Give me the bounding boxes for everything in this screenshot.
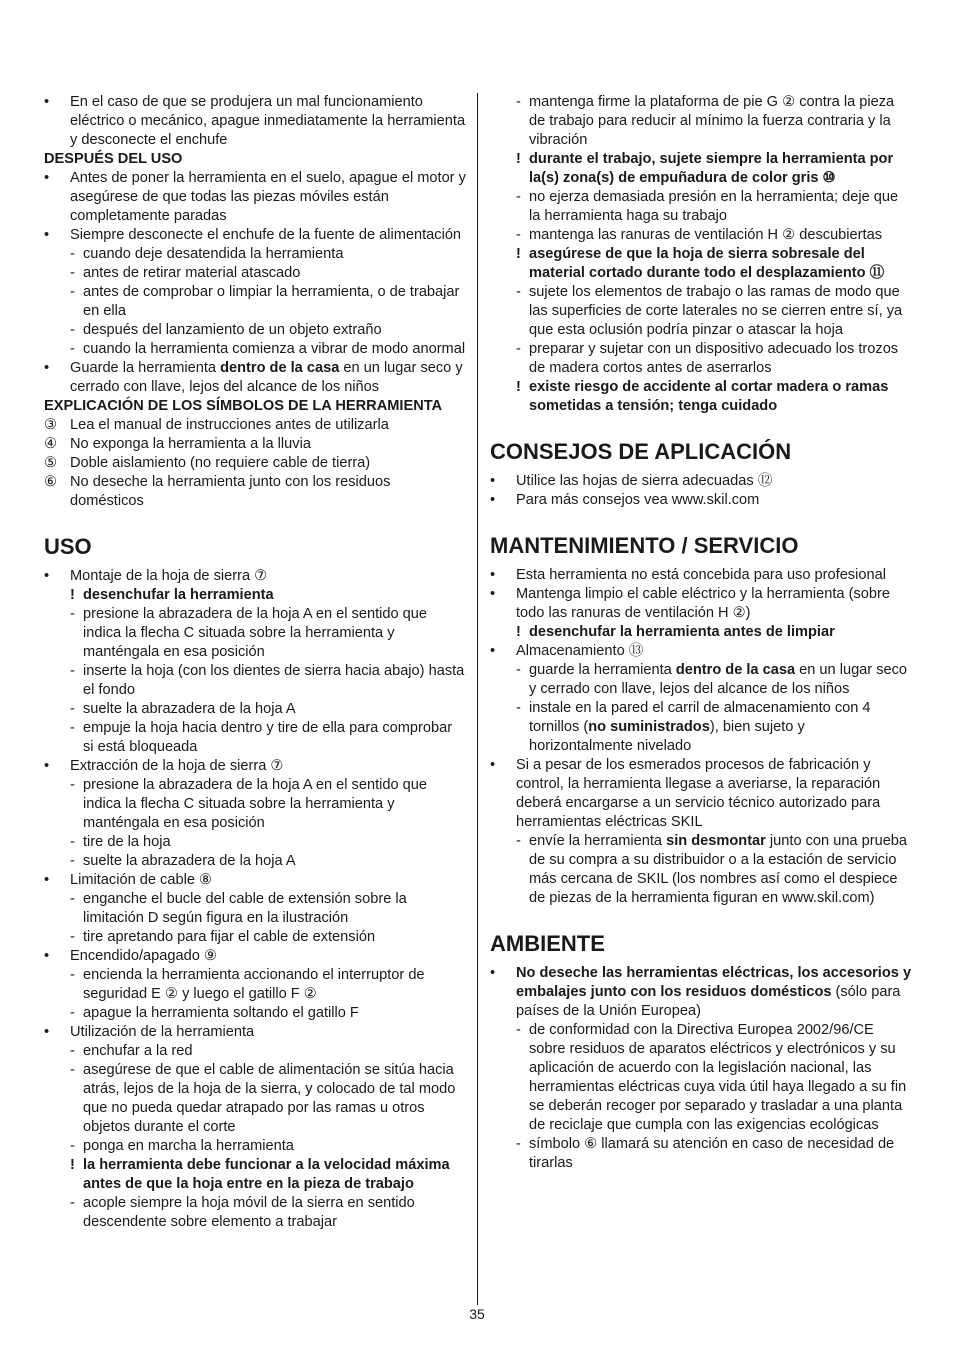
text-run: en un lugar seco y cerrado con llave, lejos del alcance de los niños bbox=[529, 662, 908, 697]
item-text: Utilización de la herramienta bbox=[70, 1024, 255, 1040]
bold-text: no suministrados bbox=[588, 719, 710, 735]
list-marker: - bbox=[70, 929, 75, 945]
list-marker: • bbox=[490, 643, 496, 659]
item-text: Siempre desconecte el enchufe de la fuente de alimentación bbox=[70, 227, 462, 243]
list-marker: • bbox=[44, 758, 50, 774]
symbol-item bbox=[44, 473, 466, 511]
list-marker: - bbox=[70, 1138, 75, 1154]
symbol-number: ③ bbox=[44, 417, 58, 433]
symbol-item bbox=[44, 416, 466, 435]
list-marker: - bbox=[70, 720, 75, 736]
dash-item bbox=[44, 1004, 466, 1023]
list-marker: ! bbox=[70, 1157, 75, 1173]
item-text: Encendido/apagado ⑨ bbox=[70, 948, 217, 964]
item-text: sujete los elementos de trabajo o las ramas de modo que las superficies de corte laterales no se cierren entre sí, ya que esta oclusión podría pinzar o atascar la hoja bbox=[529, 284, 903, 338]
list-marker: ! bbox=[70, 587, 75, 603]
dash-item bbox=[44, 928, 466, 947]
dash-item bbox=[44, 321, 466, 340]
list-marker: - bbox=[70, 1062, 75, 1078]
list-marker: - bbox=[70, 284, 75, 300]
item-text: Limitación de cable ⑧ bbox=[70, 872, 213, 888]
item-text: antes de comprobar o limpiar la herramienta, o de trabajar en ella bbox=[83, 284, 460, 319]
dash-item bbox=[490, 283, 912, 340]
dash-item bbox=[44, 605, 466, 662]
list-marker: - bbox=[516, 94, 521, 110]
dash-item bbox=[44, 966, 466, 1004]
dash-item bbox=[44, 833, 466, 852]
list-marker: - bbox=[70, 834, 75, 850]
item-text: asegúrese de que la hoja de sierra sobresale del material cortado durante todo el desplazamiento ⑪ bbox=[529, 246, 885, 281]
bullet-item bbox=[44, 757, 466, 776]
text-run: instale en la pared el carril de almacenamiento con 4 tornillos ( bbox=[529, 700, 871, 735]
warning-item bbox=[490, 245, 912, 283]
symbol-item bbox=[44, 454, 466, 473]
item-text bbox=[529, 832, 912, 908]
list-marker: - bbox=[516, 227, 521, 243]
symbol-number: ④ bbox=[44, 436, 58, 452]
dash-item bbox=[490, 340, 912, 378]
list-marker: - bbox=[70, 701, 75, 717]
item-text: existe riesgo de accidente al cortar madera o ramas sometidas a tensión; tenga cuidado bbox=[529, 379, 889, 414]
bullet-item bbox=[490, 585, 912, 623]
item-text: asegúrese de que el cable de alimentación se sitúa hacia atrás, lejos de la hoja de la sierra, y colocado de tal modo que no pueda quedar atrapado por las ramas u otros objetos durante el corte bbox=[83, 1062, 456, 1135]
item-text: Mantenga limpio el cable eléctrico y la herramienta (sobre todo las ranuras de ventilación H ②) bbox=[516, 586, 890, 621]
dash-item bbox=[44, 662, 466, 700]
item-text: Esta herramienta no está concebida para uso profesional bbox=[516, 567, 886, 583]
item-text bbox=[70, 359, 466, 397]
item-text: acople siempre la hoja móvil de la sierra en sentido descendente sobre elemento a trabajar bbox=[83, 1195, 415, 1230]
dash-item bbox=[44, 1061, 466, 1137]
item-text: enchufar a la red bbox=[83, 1043, 193, 1059]
symbol-item bbox=[44, 435, 466, 454]
item-text: tire apretando para fijar el cable de extensión bbox=[83, 929, 376, 945]
item-text: preparar y sujetar con un dispositivo adecuado los trozos de madera cortos antes de aserrarlos bbox=[529, 341, 899, 376]
text-run: ), bien sujeto y horizontalmente nivelado bbox=[529, 719, 805, 754]
symbol-number: ⑥ bbox=[44, 474, 58, 490]
list-marker: - bbox=[70, 1195, 75, 1211]
dash-item bbox=[44, 1137, 466, 1156]
subheading: EXPLICACIÓN DE LOS SÍMBOLOS DE LA HERRAMIENTA bbox=[44, 398, 443, 414]
warning-item bbox=[490, 378, 912, 416]
text-run: (sólo para países de la Unión Europea) bbox=[516, 984, 901, 1019]
dash-item bbox=[44, 719, 466, 757]
bold-text: dentro de la casa bbox=[675, 662, 796, 678]
list-marker: ! bbox=[516, 379, 521, 395]
text-run: Guarde la herramienta bbox=[70, 360, 221, 376]
dash-item bbox=[490, 226, 912, 245]
warning-item bbox=[490, 150, 912, 188]
list-marker: - bbox=[70, 967, 75, 983]
list-marker: - bbox=[516, 662, 521, 678]
item-text: suelte la abrazadera de la hoja A bbox=[83, 701, 296, 717]
list-marker: - bbox=[70, 1005, 75, 1021]
right-column bbox=[490, 93, 912, 1173]
section-heading: CONSEJOS DE APLICACIÓN bbox=[490, 439, 792, 464]
item-text: de conformidad con la Directiva Europea 2002/96/CE sobre residuos de aparatos eléctricos y electrónicos y su aplicación de acuerdo con la legislación nacional, las herramientas eléctricas cuya vida útil haya llegado a su fin se deberán recoger por separado y trasladar a una planta de reciclaje que cumpla con las exigencias ecológicas bbox=[529, 1022, 907, 1133]
list-marker: • bbox=[44, 948, 50, 964]
dash-item bbox=[490, 661, 912, 699]
section-heading: AMBIENTE bbox=[490, 931, 605, 956]
bullet-item bbox=[490, 642, 912, 661]
list-marker: • bbox=[44, 872, 50, 888]
list-marker: - bbox=[70, 265, 75, 281]
item-text bbox=[529, 699, 912, 756]
item-text: después del lanzamiento de un objeto extraño bbox=[83, 322, 382, 338]
item-text: la herramienta debe funcionar a la velocidad máxima antes de que la hoja entre en la pieza de trabajo bbox=[83, 1157, 450, 1192]
list-marker: - bbox=[516, 700, 521, 716]
list-marker: • bbox=[490, 965, 496, 981]
list-marker: - bbox=[516, 1022, 521, 1038]
section-heading: USO bbox=[44, 534, 92, 559]
bullet-item bbox=[44, 93, 466, 150]
bold-text: dentro de la casa bbox=[220, 360, 340, 376]
dash-item bbox=[490, 93, 912, 150]
item-text: no ejerza demasiada presión en la herramienta; deje que la herramienta haga su trabajo bbox=[529, 189, 899, 224]
list-marker: • bbox=[44, 1024, 50, 1040]
bullet-item bbox=[490, 756, 912, 832]
item-text: durante el trabajo, sujete siempre la herramienta por la(s) zona(s) de empuñadura de color gris ⑩ bbox=[529, 151, 894, 186]
text-run: envíe la herramienta bbox=[529, 833, 667, 849]
item-text: Para más consejos vea www.skil.com bbox=[516, 492, 760, 508]
list-marker: • bbox=[44, 360, 50, 376]
item-text: No deseche la herramienta junto con los residuos domésticos bbox=[70, 474, 391, 509]
list-marker: - bbox=[516, 1136, 521, 1152]
bullet-item bbox=[490, 566, 912, 585]
list-marker: • bbox=[490, 492, 496, 508]
text-run: en un lugar seco y cerrado con llave, lejos del alcance de los niños bbox=[70, 360, 463, 395]
text-run: junto con una prueba de su compra a su distribuidor o a la estación de servicio más cercana de SKIL (los nombres así como el despiece de piezas de la herramienta figuran en www.skil.com) bbox=[529, 833, 908, 906]
symbol-number: ⑤ bbox=[44, 455, 58, 471]
dash-item bbox=[44, 890, 466, 928]
list-marker: - bbox=[516, 341, 521, 357]
bullet-item bbox=[44, 567, 466, 586]
list-marker: • bbox=[490, 473, 496, 489]
item-text: Si a pesar de los esmerados procesos de fabricación y control, la herramienta llegase a averiarse, la reparación deberá encargarse a un servicio técnico autorizado para herramientas eléctricas SKIL bbox=[516, 757, 881, 830]
bullet-item bbox=[44, 871, 466, 890]
list-marker: - bbox=[70, 1043, 75, 1059]
item-text: Lea el manual de instrucciones antes de utilizarla bbox=[70, 417, 389, 433]
bullet-item bbox=[490, 472, 912, 491]
list-marker: - bbox=[70, 891, 75, 907]
item-text: Extracción de la hoja de sierra ⑦ bbox=[70, 758, 284, 774]
item-text bbox=[529, 661, 912, 699]
dash-item bbox=[44, 1194, 466, 1232]
list-marker: - bbox=[516, 284, 521, 300]
bullet-item bbox=[490, 491, 912, 510]
warning-item bbox=[44, 586, 466, 605]
item-text: cuando deje desatendida la herramienta bbox=[83, 246, 344, 262]
bullet-item bbox=[44, 226, 466, 245]
item-text: tire de la hoja bbox=[83, 834, 171, 850]
bullet-item bbox=[490, 964, 912, 1021]
list-marker: - bbox=[70, 341, 75, 357]
list-marker: - bbox=[70, 246, 75, 262]
dash-item bbox=[44, 283, 466, 321]
warning-item bbox=[490, 623, 912, 642]
list-marker: - bbox=[516, 189, 521, 205]
list-marker: - bbox=[70, 322, 75, 338]
item-text: encienda la herramienta accionando el interruptor de seguridad E ② y luego el gatillo F ② bbox=[83, 967, 425, 1002]
bullet-item bbox=[44, 359, 466, 397]
list-marker: - bbox=[70, 663, 75, 679]
dash-item bbox=[490, 832, 912, 908]
item-text: Doble aislamiento (no requiere cable de tierra) bbox=[70, 455, 371, 471]
bullet-item bbox=[44, 947, 466, 966]
dash-item bbox=[490, 1021, 912, 1135]
item-text: Antes de poner la herramienta en el suelo, apague el motor y asegúrese de que todas las piezas móviles están completamente paradas bbox=[70, 170, 466, 224]
dash-item bbox=[490, 699, 912, 756]
warning-item bbox=[44, 1156, 466, 1194]
list-marker: • bbox=[490, 757, 496, 773]
section-heading: MANTENIMIENTO / SERVICIO bbox=[490, 533, 799, 558]
item-text: presione la abrazadera de la hoja A en el sentido que indica la flecha C situada sobre la herramienta y manténgala en esa posición bbox=[83, 606, 428, 660]
list-marker: ! bbox=[516, 624, 521, 640]
list-marker: • bbox=[44, 94, 50, 110]
item-text: cuando la herramienta comienza a vibrar de modo anormal bbox=[83, 341, 466, 357]
bold-text: No deseche las herramientas eléctricas, los accesorios y embalajes junto con los residuos domésticos bbox=[516, 965, 912, 1000]
dash-item bbox=[44, 1042, 466, 1061]
dash-item bbox=[44, 245, 466, 264]
list-marker: - bbox=[70, 853, 75, 869]
bold-text: sin desmontar bbox=[666, 833, 766, 849]
list-marker: - bbox=[70, 777, 75, 793]
item-text: antes de retirar material atascado bbox=[83, 265, 301, 281]
list-marker: - bbox=[70, 606, 75, 622]
item-text: apague la herramienta soltando el gatillo F bbox=[83, 1005, 359, 1021]
page-number: 35 bbox=[469, 1306, 485, 1322]
item-text: enganche el bucle del cable de extensión sobre la limitación D según figura en la ilustración bbox=[83, 891, 407, 926]
left-column bbox=[44, 93, 466, 1232]
item-text: Utilice las hojas de sierra adecuadas ⑫ bbox=[516, 473, 773, 489]
list-marker: • bbox=[44, 170, 50, 186]
item-text: inserte la hoja (con los dientes de sierra hacia abajo) hasta el fondo bbox=[83, 663, 465, 698]
text-run: guarde la herramienta bbox=[529, 662, 676, 678]
item-text: Montaje de la hoja de sierra ⑦ bbox=[70, 568, 268, 584]
list-marker: • bbox=[44, 227, 50, 243]
dash-item bbox=[44, 700, 466, 719]
column-divider bbox=[477, 93, 478, 1305]
item-text: símbolo ⑥ llamará su atención en caso de necesidad de tirarlas bbox=[529, 1136, 895, 1171]
bullet-item bbox=[44, 169, 466, 226]
dash-item bbox=[490, 188, 912, 226]
dash-item bbox=[44, 340, 466, 359]
item-text: presione la abrazadera de la hoja A en el sentido que indica la flecha C situada sobre la herramienta y manténgala en esa posición bbox=[83, 777, 428, 831]
list-marker: • bbox=[490, 567, 496, 583]
item-text: Almacenamiento ⑬ bbox=[516, 643, 644, 659]
item-text: desenchufar la herramienta bbox=[83, 587, 274, 603]
item-text: En el caso de que se produjera un mal funcionamiento eléctrico o mecánico, apague inmediatamente la herramienta y desconecte el enchufe bbox=[70, 94, 466, 148]
list-marker: ! bbox=[516, 151, 521, 167]
list-marker: ! bbox=[516, 246, 521, 262]
item-text: ponga en marcha la herramienta bbox=[83, 1138, 294, 1154]
item-text: empuje la hoja hacia dentro y tire de ella para comprobar si está bloqueada bbox=[83, 720, 453, 755]
item-text: desenchufar la herramienta antes de limpiar bbox=[529, 624, 835, 640]
item-text: suelte la abrazadera de la hoja A bbox=[83, 853, 296, 869]
item-text: mantenga las ranuras de ventilación H ② descubiertas bbox=[529, 227, 882, 243]
dash-item bbox=[44, 264, 466, 283]
subheading: DESPUÉS DEL USO bbox=[44, 151, 183, 167]
dash-item bbox=[490, 1135, 912, 1173]
dash-item bbox=[44, 776, 466, 833]
item-text bbox=[516, 964, 912, 1021]
list-marker: • bbox=[44, 568, 50, 584]
bullet-item bbox=[44, 1023, 466, 1042]
list-marker: • bbox=[490, 586, 496, 602]
item-text: mantenga firme la plataforma de pie G ② contra la pieza de trabajo para reducir al mínimo la fuerza contraria y la vibración bbox=[529, 94, 895, 148]
dash-item bbox=[44, 852, 466, 871]
list-marker: - bbox=[516, 833, 521, 849]
item-text: No exponga la herramienta a la lluvia bbox=[70, 436, 311, 452]
